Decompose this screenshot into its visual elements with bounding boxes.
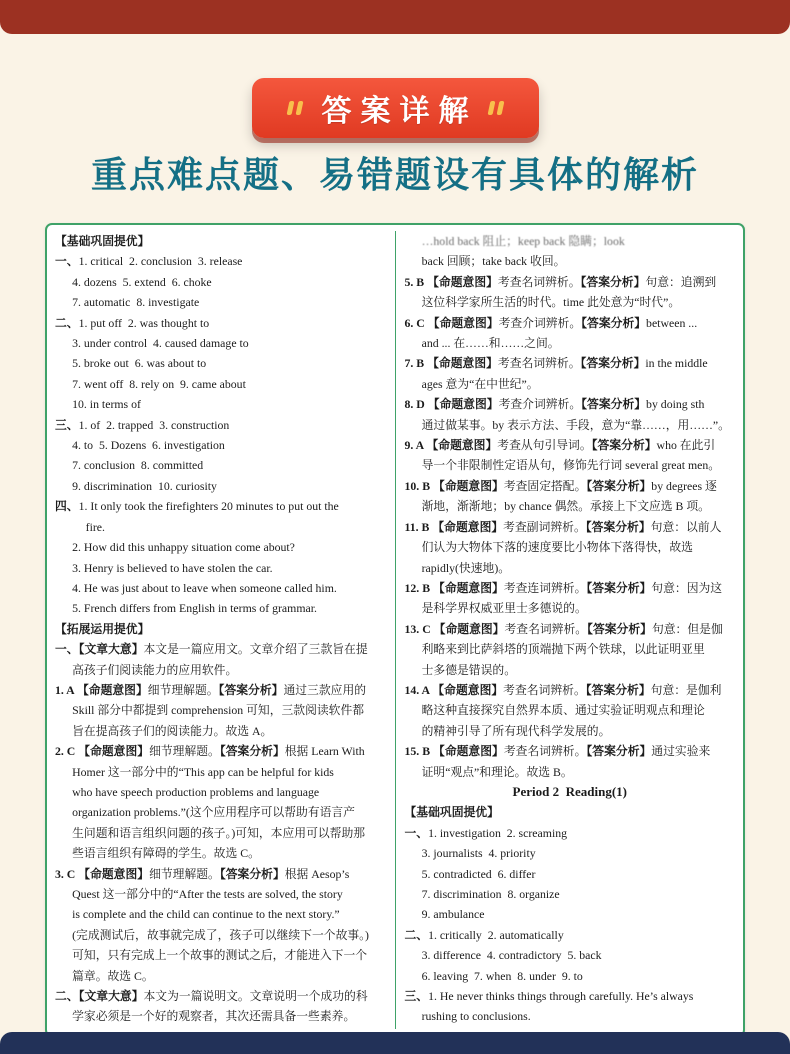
content-line: 4. He was just about to leave when someone called him. [72, 580, 337, 595]
content-line: 5. French differs from English in terms of grammar. [72, 601, 317, 616]
content-line: 篇章。故选 C。 [72, 968, 154, 983]
headline: 重点难点题、易错题设有具体的解析 [90, 154, 699, 195]
content-line: 10. B 【命题意图】考查固定搭配。【答案分析】by degrees 逐 [404, 478, 717, 493]
right-column [396, 231, 736, 1029]
content-line: rapidly(快速地)。 [421, 560, 511, 575]
content-line: 是科学界权威亚里士多德说的。 [421, 601, 587, 616]
content-line: 5. B 【命题意图】考查名词辨析。【答案分析】句意：追溯到 [404, 274, 717, 289]
content-line: 三、1. He never thinks things through carefully. He’s always [404, 989, 694, 1004]
content-line: 2. C 【命题意图】细节理解题。【答案分析】根据 Learn With [55, 744, 365, 759]
content-line: is complete and the child can continue to the next story.” [72, 907, 340, 922]
answers-panel [45, 223, 745, 1037]
content-line: 略这种直接探究自然界本质、通过实验证明观点和理论 [421, 703, 705, 718]
content-line: 们认为大物体下落的速度要比小物体下落得快，故选 [421, 540, 693, 555]
content-line: 6. leaving 7. when 8. under 9. to [421, 968, 583, 983]
content-line: 一、1. critical 2. conclusion 3. release [55, 254, 243, 269]
content-line: 这位科学家所生活的时代。time 此处意为“时代”。 [421, 295, 681, 310]
content-line: 四、1. It only took the firefighters 20 minutes to put out the [55, 499, 339, 514]
content-line: 高孩子们阅读能力的应用软件。 [72, 662, 238, 677]
content-line: 3. difference 4. contradictory 5. back [421, 948, 602, 963]
content-line: 10. in terms of [72, 397, 141, 412]
content-line: 生问题和语言组织问题的孩子。)可知，本应用可以帮助那 [72, 825, 366, 840]
content-line: 学家必须是一个好的观察者，其次还需具备一些素养。 [72, 1009, 356, 1024]
content-line: 渐地，渐渐地；by chance 偶然。承接上下文应选 B 项。 [421, 499, 710, 514]
content-line: 3. under control 4. caused damage to [72, 336, 249, 351]
content-line: ages 意为“在中世纪”。 [421, 376, 539, 391]
content-line: 7. discrimination 8. organize [421, 887, 560, 901]
content-line: back 回顾；take back 收回。 [421, 254, 566, 269]
content-line: 15. B 【命题意图】考查名词辨析。【答案分析】通过实验来 [404, 744, 711, 759]
content-line: 利略来到比萨斜塔的顶端抛下两个铁球，以此证明亚里 [421, 642, 705, 657]
content-line: 一、1. investigation 2. screaming [404, 825, 568, 840]
content-line: 导一个非限制性定语从句，修饰先行词 several great men。 [421, 458, 721, 473]
content-line: 士多德是错误的。 [421, 662, 516, 677]
content-line: 12. B 【命题意图】考查连词辨析。【答案分析】句意：因为这 [404, 580, 723, 595]
content-line: 9. discrimination 10. curiosity [72, 478, 217, 493]
content-line: fire. [85, 519, 105, 534]
content-line: 11. B 【命题意图】考查副词辨析。【答案分析】句意：以前人 [404, 519, 722, 534]
content-line: 2. How did this unhappy situation come about? [72, 540, 295, 555]
bottom-bar [0, 1032, 790, 1054]
content-line: 9. ambulance [421, 907, 485, 922]
content-line: (完成测试后，故事就完成了，孩子可以继续下一个故事。) [72, 927, 369, 942]
content-line: 3. Henry is believed to have stolen the car. [72, 560, 273, 575]
content-line: 9. A 【命题意图】考查从句引导词。【答案分析】who 在此引 [404, 438, 716, 453]
content-line: Period 2 Reading(1) [512, 783, 627, 799]
content-line: Skill 部分中都提到 comprehension 可知，三款阅读软件都 [72, 703, 365, 718]
quote-mark-icon [489, 101, 503, 115]
content-line: 5. contradicted 6. differ [421, 866, 536, 881]
content-line: who have speech production problems and language [72, 784, 320, 799]
content-line: rushing to conclusions. [421, 1009, 531, 1024]
content-line: 1. A 【命题意图】细节理解题。【答案分析】通过三款应用的 [55, 682, 367, 697]
content-line: 4. to 5. Dozens 6. investigation [72, 438, 225, 453]
content-line: …hold back 阻止；keep back 隐瞒；look [421, 234, 625, 248]
content-line: 5. broke out 6. was about to [72, 356, 207, 371]
content-line: 旨在提高孩子们的阅读能力。故选 A。 [72, 723, 273, 738]
banner-title: 答案详解 [321, 95, 478, 128]
top-bar [0, 0, 790, 34]
quote-mark-icon [288, 101, 302, 115]
content-line: Homer 这一部分中的“This app can be helpful for kids [72, 764, 334, 779]
content-line: 6. C 【命题意图】考查介词辨析。【答案分析】between ... [404, 315, 698, 330]
content-line: 7. conclusion 8. committed [72, 458, 204, 473]
content-line: organization problems.”(这个应用程序可以帮助有语言产 [72, 805, 355, 820]
content-line: 4. dozens 5. extend 6. choke [72, 274, 212, 289]
content-line: and ... 在……和……之间。 [421, 336, 560, 351]
content-line: 二、【文章大意】本文为一篇说明文。文章说明一个成功的科 [55, 989, 368, 1004]
banner-wrap [0, 78, 790, 138]
content-line: 13. C 【命题意图】考查名词辨析。【答案分析】句意：但是伽 [404, 621, 723, 636]
left-column [55, 231, 396, 1029]
content-line: 二、1. critically 2. automatically [404, 927, 564, 942]
content-line: 3. C 【命题意图】细节理解题。【答案分析】根据 Aesop’s [55, 866, 350, 881]
content-line: 【基础巩固提优】 [404, 805, 499, 820]
answer-detail-banner [252, 78, 539, 138]
content-line: 8. D 【命题意图】考查介词辨析。【答案分析】by doing sth [404, 397, 705, 412]
content-line: 7. went off 8. rely on 9. came about [72, 376, 246, 391]
content-line: 些语言组织有障碍的学生。故选 C。 [72, 846, 260, 861]
content-line: 14. A 【命题意图】考查名词辨析。【答案分析】句意：是伽利 [404, 682, 722, 697]
content-line: 证明“观点”和理论。故选 B。 [421, 764, 573, 779]
content-line: 通过做某事。by 表示方法、手段，意为“靠……，用……”。 [421, 417, 730, 432]
content-line: Quest 这一部分中的“After the tests are solved, the story [72, 887, 343, 901]
content-line: 一、【文章大意】本文是一篇应用文。文章介绍了三款旨在提 [55, 642, 368, 657]
content-line: 【基础巩固提优】 [55, 234, 150, 248]
content-line: 7. B 【命题意图】考查名词辨析。【答案分析】in the middle [404, 356, 708, 371]
content-line: 3. journalists 4. priority [421, 846, 536, 861]
content-line: 【拓展运用提优】 [55, 621, 150, 636]
content-line: 7. automatic 8. investigate [72, 295, 200, 310]
content-line: 三、1. of 2. trapped 3. construction [55, 417, 230, 432]
content-line: 的精神引导了所有现代科学发展的。 [421, 723, 611, 738]
content-line: 可知，只有完成上一个故事的测试之后，才能进入下一个 [72, 948, 368, 963]
content-line: 二、1. put off 2. was thought to [55, 315, 210, 330]
